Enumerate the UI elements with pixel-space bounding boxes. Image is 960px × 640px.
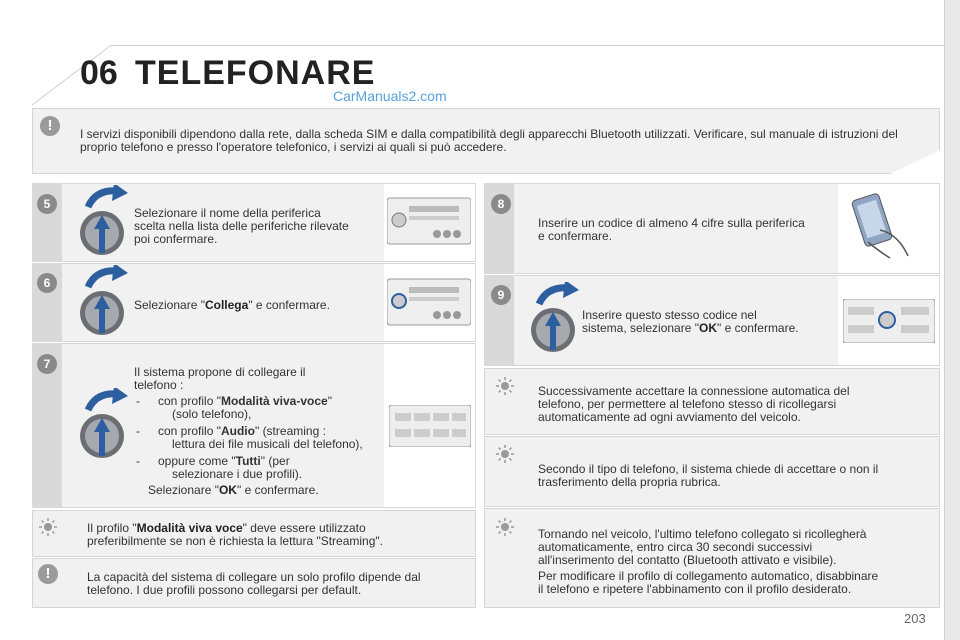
step-8-badge: 8 [491, 194, 511, 214]
bullet-2-line-2: lettura dei file musicali del telefono), [172, 437, 363, 451]
tip-1-line-1: Il profilo "Modalità viva voce" deve essere utilizzato [87, 521, 366, 535]
radio-buttons-image [389, 405, 471, 447]
warning-icon: ! [40, 116, 60, 136]
tip-4-line-1: Tornando nel veicolo, l'ultimo telefono collegato si ricollegherà [538, 527, 867, 541]
bullet-dash: - [136, 424, 140, 438]
step-7-confirm: Selezionare "OK" e confermare. [148, 483, 319, 497]
bullet-dash: - [136, 454, 140, 468]
step-6-text: Selezionare "Collega" e confermare. [134, 298, 330, 312]
header-rule [110, 45, 944, 46]
step-8-line-1: Inserire un codice di almeno 4 cifre sulla periferica [538, 216, 805, 230]
tip-4-line-2: automaticamente, entro circa 30 secondi successivi [538, 540, 813, 554]
chapter-number: 06 [80, 54, 118, 92]
tip-2-line-2: telefono, per permettere al telefono stesso di ricollegarsi [538, 397, 837, 411]
tip-1-line-2: preferibilmente se non è richiesta la lettura "Streaming". [87, 534, 383, 548]
step-6-badge: 6 [37, 273, 57, 293]
rotary-knob-press-icon [70, 388, 134, 462]
step-5-line-3: poi confermare. [134, 232, 218, 246]
phone-in-hand-icon [850, 190, 916, 260]
bullet-2-line-1: con profilo "Audio" (streaming : [158, 424, 326, 438]
bullet-1-line-1: con profilo "Modalità viva-voce" [158, 394, 332, 408]
warning-icon: ! [38, 564, 58, 584]
tip-2-line-1: Successivamente accettare la connessione automatica del [538, 384, 850, 398]
rotary-knob-press-icon [521, 282, 585, 356]
tip-3-line-1: Secondo il tipo di telefono, il sistema chiede di accettare o non il [538, 462, 879, 476]
tip-sun-icon [38, 517, 58, 537]
warning-1-line-1: La capacità del sistema di collegare un solo profilo dipende dal [87, 570, 421, 584]
bullet-dash: - [136, 394, 140, 408]
bullet-3-line-2: selezionare i due profili). [172, 467, 303, 481]
tip-4-line-4: Per modificare il profilo di collegamento automatico, disabbinare [538, 569, 879, 583]
page-number: 203 [904, 611, 926, 626]
tip-sun-icon [495, 517, 515, 537]
bullet-3-line-1: oppure come "Tutti" (per [158, 454, 290, 468]
side-tab [944, 0, 960, 640]
radio-unit-image [387, 275, 471, 331]
step-8-line-2: e confermare. [538, 229, 613, 243]
step-9-badge: 9 [491, 285, 511, 305]
panel-fold-icon [890, 150, 940, 174]
tip-4-line-3: all'inserimento del contatto (Bluetooth attivato e visibile). [538, 553, 837, 567]
side-tab-edge [944, 0, 945, 640]
step-5-badge: 5 [37, 194, 57, 214]
bullet-1-line-2: (solo telefono), [172, 407, 252, 421]
step-5-line-2: scelta nella lista delle periferiche rilevate [134, 219, 349, 233]
step-9-line-2: sistema, selezionare "OK" e confermare. [582, 321, 799, 335]
step-9-line-1: Inserire questo stesso codice nel [582, 308, 757, 322]
warning-1-line-2: telefono. I due profili possono collegarsi per default. [87, 583, 362, 597]
tip-sun-icon [495, 376, 515, 396]
step-5-line-1: Selezionare il nome della periferica [134, 206, 321, 220]
radio-unit-image [387, 194, 471, 250]
rotary-knob-press-icon [70, 265, 134, 339]
watermark[interactable]: CarManuals2.com [333, 88, 447, 104]
radio-buttons-image [843, 299, 935, 343]
intro-text: I servizi disponibili dipendono dalla rete, dalla scheda SIM e dalla compatibilità degli apparecchi Bluetooth utilizzati. Verificare, sul manuale di istruzioni del proprio telefono e presso l'operatore telefonico, i servizi ai quali si può accedere. [80, 127, 898, 154]
tip-2-line-3: automaticamente ad ogni avviamento del veicolo. [538, 410, 801, 424]
rotary-knob-press-icon [70, 185, 134, 259]
step-7-line-1: Il sistema propone di collegare il [134, 365, 306, 379]
tip-4-line-5: il telefono e ripetere l'abbinamento con il profilo desiderato. [538, 582, 852, 596]
step-7-badge: 7 [37, 354, 57, 374]
step-7-line-2: telefono : [134, 378, 184, 392]
tip-3-line-2: trasferimento della propria rubrica. [538, 475, 721, 489]
tip-sun-icon [495, 444, 515, 464]
chapter-title: TELEFONARE [135, 54, 376, 92]
